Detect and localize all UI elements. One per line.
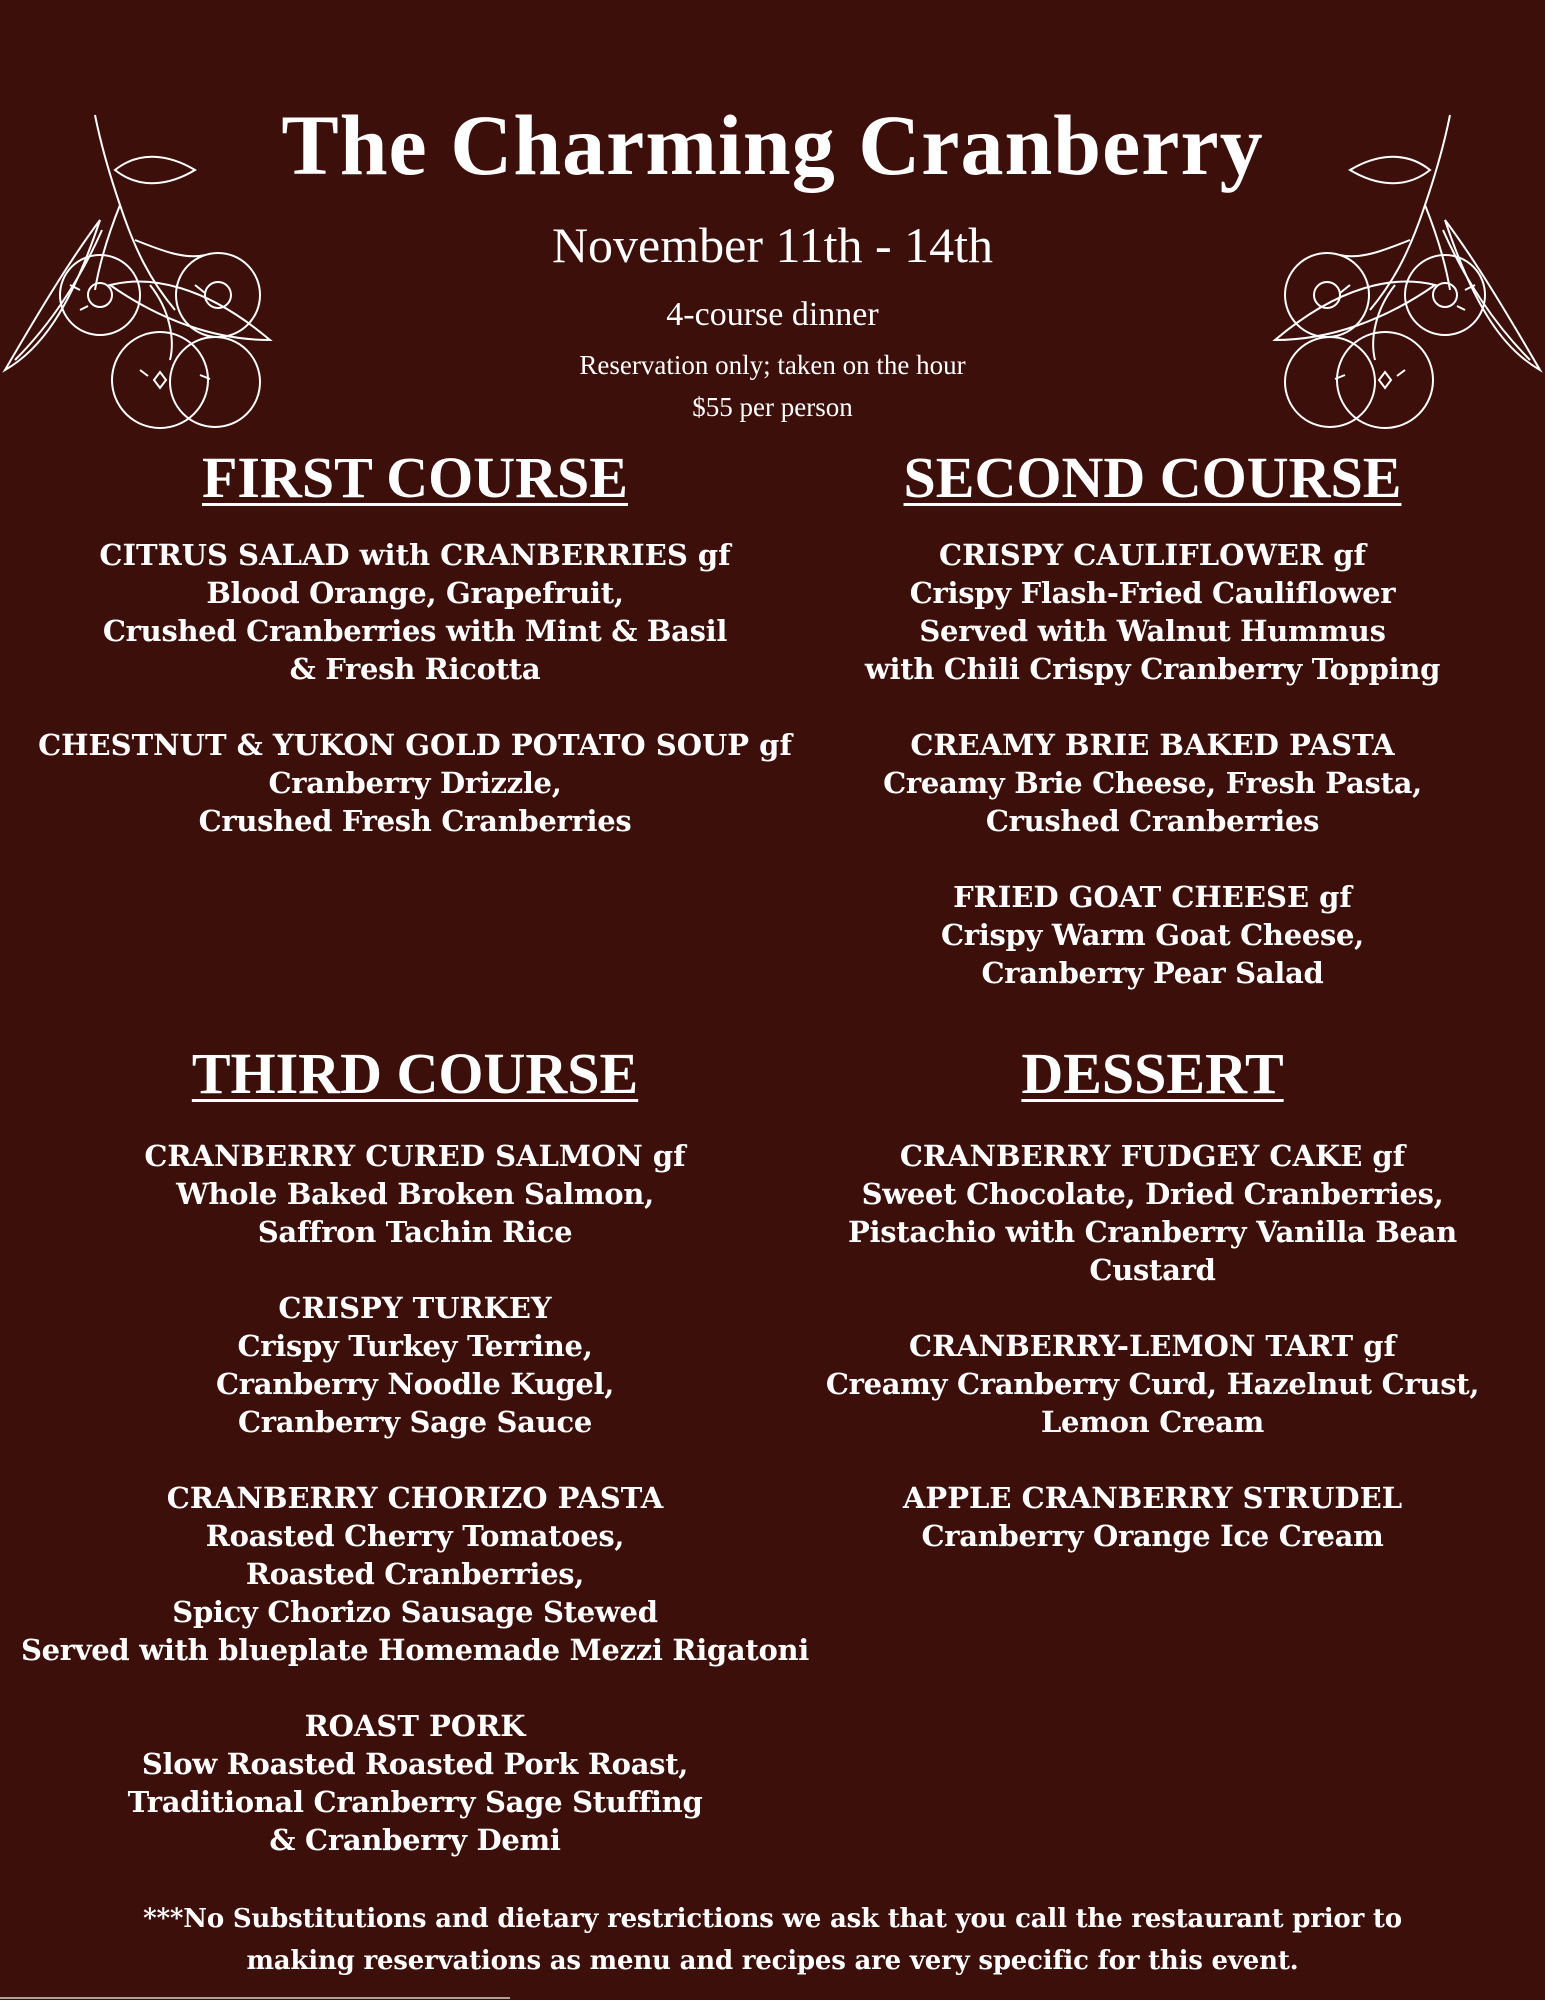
- menu-item-name: CRANBERRY CURED SALMON gf: [144, 1139, 686, 1173]
- menu-item-name: CREAMY BRIE BAKED PASTA: [910, 728, 1395, 762]
- menu-item: [800, 878, 1505, 992]
- dietary-footnote: [0, 1898, 1545, 1982]
- menu-item-description: Cranberry Orange Ice Cream: [921, 1519, 1384, 1553]
- menu-item-description: Slow Roasted Roasted Pork Roast,: [141, 1747, 689, 1781]
- menu-item-name: CRANBERRY CHORIZO PASTA: [166, 1481, 664, 1515]
- menu-item: [800, 1137, 1505, 1289]
- event-dates: November 11th - 14th: [551, 217, 994, 273]
- menu-item-description: Served with blueplate Homemade Mezzi Rigatoni: [20, 1633, 810, 1667]
- menu-item-description: & Fresh Ricotta: [289, 652, 541, 686]
- menu-item-name: FRIED GOAT CHEESE gf: [953, 880, 1352, 914]
- second-course-title: SECOND COURSE: [903, 445, 1402, 510]
- menu-item-description: Sweet Chocolate, Dried Cranberries,: [861, 1177, 1444, 1211]
- third-course-title: THIRD COURSE: [191, 1041, 639, 1106]
- menu-title: The Charming Cranberry: [281, 97, 1264, 193]
- menu-item-description: Pistachio with Cranberry Vanilla Bean: [848, 1215, 1457, 1249]
- menu-item: [20, 1479, 810, 1669]
- menu-item-description: Crushed Fresh Cranberries: [198, 804, 632, 838]
- menu-item-name: CHESTNUT & YUKON GOLD POTATO SOUP gf: [38, 728, 792, 762]
- menu-item-name: APPLE CRANBERRY STRUDEL: [902, 1481, 1403, 1515]
- second-course-items: [800, 536, 1505, 1030]
- menu-item-description: Saffron Tachin Rice: [257, 1215, 573, 1249]
- menu-item-description: Cranberry Noodle Kugel,: [215, 1367, 615, 1401]
- menu-item: [20, 1137, 810, 1251]
- first-course-title: FIRST COURSE: [202, 445, 628, 510]
- menu-item: [800, 1479, 1505, 1555]
- menu-item-name: CRISPY TURKEY: [278, 1291, 552, 1325]
- dessert-items: [800, 1137, 1505, 1593]
- menu-item-description: Traditional Cranberry Sage Stuffing: [127, 1785, 703, 1819]
- menu-item: [800, 536, 1505, 688]
- bottom-divider: [0, 1997, 510, 1999]
- third-course-items: [20, 1137, 810, 1897]
- menu-item-name: CRANBERRY FUDGEY CAKE gf: [899, 1139, 1406, 1173]
- menu-item-description: Crispy Flash-Fried Cauliflower: [909, 576, 1396, 610]
- menu-item-description: & Cranberry Demi: [269, 1823, 561, 1857]
- menu-item-description: Creamy Cranberry Curd, Hazelnut Crust,: [825, 1367, 1480, 1401]
- menu-item-name: ROAST PORK: [304, 1709, 526, 1743]
- menu-item-description: Crushed Cranberries with Mint & Basil: [102, 614, 728, 648]
- reservation-note: Reservation only; taken on the hour: [579, 350, 966, 380]
- menu-item-name: CITRUS SALAD with CRANBERRIES gf: [99, 538, 731, 572]
- menu-item: [20, 726, 810, 840]
- footnote-line: ***No Substitutions and dietary restrictions we ask that you call the restaurant prior to: [143, 1904, 1402, 1934]
- menu-item-description: Crushed Cranberries: [985, 804, 1320, 838]
- first-course-items: [20, 536, 810, 878]
- menu-item-name: CRANBERRY-LEMON TART gf: [909, 1329, 1396, 1363]
- price: $55 per person: [692, 392, 853, 422]
- menu-item-description: Whole Baked Broken Salmon,: [176, 1177, 654, 1211]
- course-count: 4-course dinner: [666, 296, 879, 333]
- menu-item-description: Custard: [1089, 1253, 1216, 1287]
- menu-item-name: CRISPY CAULIFLOWER gf: [939, 538, 1366, 572]
- dessert-title: DESSERT: [1021, 1041, 1284, 1106]
- menu-item: [20, 536, 810, 688]
- menu-item-description: with Chili Crispy Cranberry Topping: [864, 652, 1441, 686]
- menu-item-description: Lemon Cream: [1040, 1405, 1265, 1439]
- menu-item-description: Blood Orange, Grapefruit,: [206, 576, 624, 610]
- menu-item-description: Cranberry Sage Sauce: [238, 1405, 592, 1439]
- menu-item-description: Roasted Cherry Tomatoes,: [205, 1519, 625, 1553]
- menu-item-description: Cranberry Pear Salad: [981, 956, 1324, 990]
- menu-item-description: Served with Walnut Hummus: [919, 614, 1386, 648]
- menu-item: [800, 1327, 1505, 1441]
- menu-item-description: Creamy Brie Cheese, Fresh Pasta,: [883, 766, 1422, 800]
- menu-item-description: Crispy Turkey Terrine,: [237, 1329, 593, 1363]
- footnote-line: making reservations as menu and recipes are very specific for this event.: [246, 1946, 1299, 1976]
- menu-item-description: Spicy Chorizo Sausage Stewed: [172, 1595, 658, 1629]
- menu-item: [20, 1289, 810, 1441]
- menu-item-description: Cranberry Drizzle,: [268, 766, 562, 800]
- menu-item: [800, 726, 1505, 840]
- menu-item-description: Crispy Warm Goat Cheese,: [941, 918, 1364, 952]
- menu-item-description: Roasted Cranberries,: [245, 1557, 585, 1591]
- menu-item: [20, 1707, 810, 1859]
